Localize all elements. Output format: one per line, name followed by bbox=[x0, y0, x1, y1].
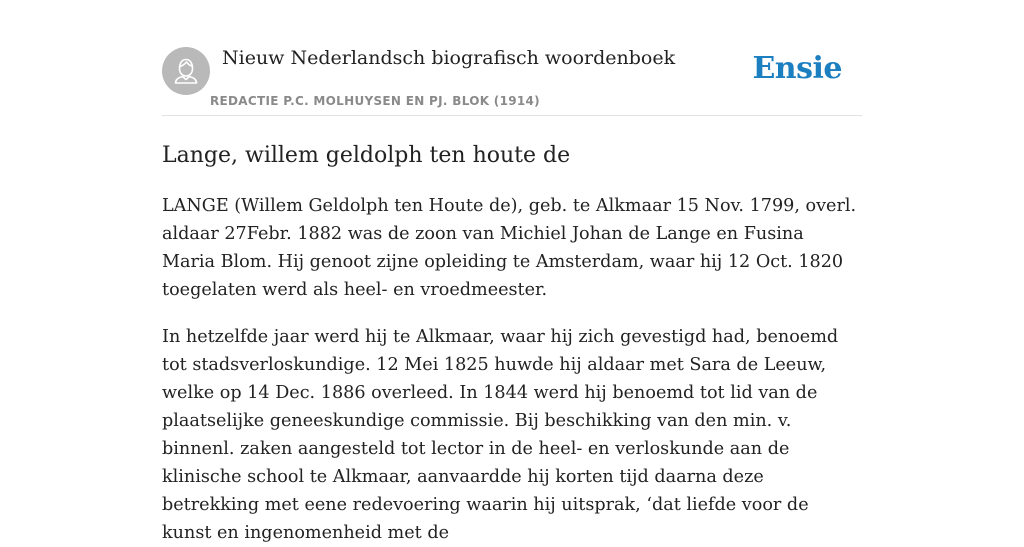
ensie-logo[interactable]: Ensie bbox=[752, 51, 842, 86]
article-paragraph: LANGE (Willem Geldolph ten Houte de), geb. te Alkmaar 15 Nov. 1799, overl. aldaar 27Febr. 1882 was de zoon van Michiel Johan de Lange en Fusina Maria Blom. Hij genoot zijne opleiding te Amsterdam, waar hij 12 Oct. 1820 toegelaten werd als heel- en vroedmeester. bbox=[162, 196, 857, 300]
article-container bbox=[162, 0, 862, 547]
article-paragraph: In hetzelfde jaar werd hij te Alkmaar, waar hij zich gevestigd had, benoemd tot stadsverloskundige. 12 Mei 1825 huwde hij aldaar met Sara de Leeuw, welke op 14 Dec. 1886 overleed. In 1844 werd hij benoemd tot lid van de plaatselijke geneeskundige commissie. Bij beschikking van den min. v. binnenl. zaken aangesteld tot lector in de heel- en verloskunde aan de klinische school te Alkmaar, aanvaardde hij korten tijd daarna deze betrekking met eene redevoering waarin hij uitsprak, ‘dat liefde voor de kunst en ingenomenheid met de bbox=[162, 327, 839, 543]
article-title: Lange, willem geldolph ten houte de bbox=[162, 143, 571, 168]
source-subtitle: REDACTIE P.C. MOLHUYSEN EN PJ. BLOK (1914) bbox=[210, 94, 540, 108]
source-title[interactable]: Nieuw Nederlandsch biografisch woordenboek bbox=[222, 47, 676, 69]
user-silhouette-icon[interactable] bbox=[162, 47, 210, 95]
source-header bbox=[162, 0, 862, 116]
